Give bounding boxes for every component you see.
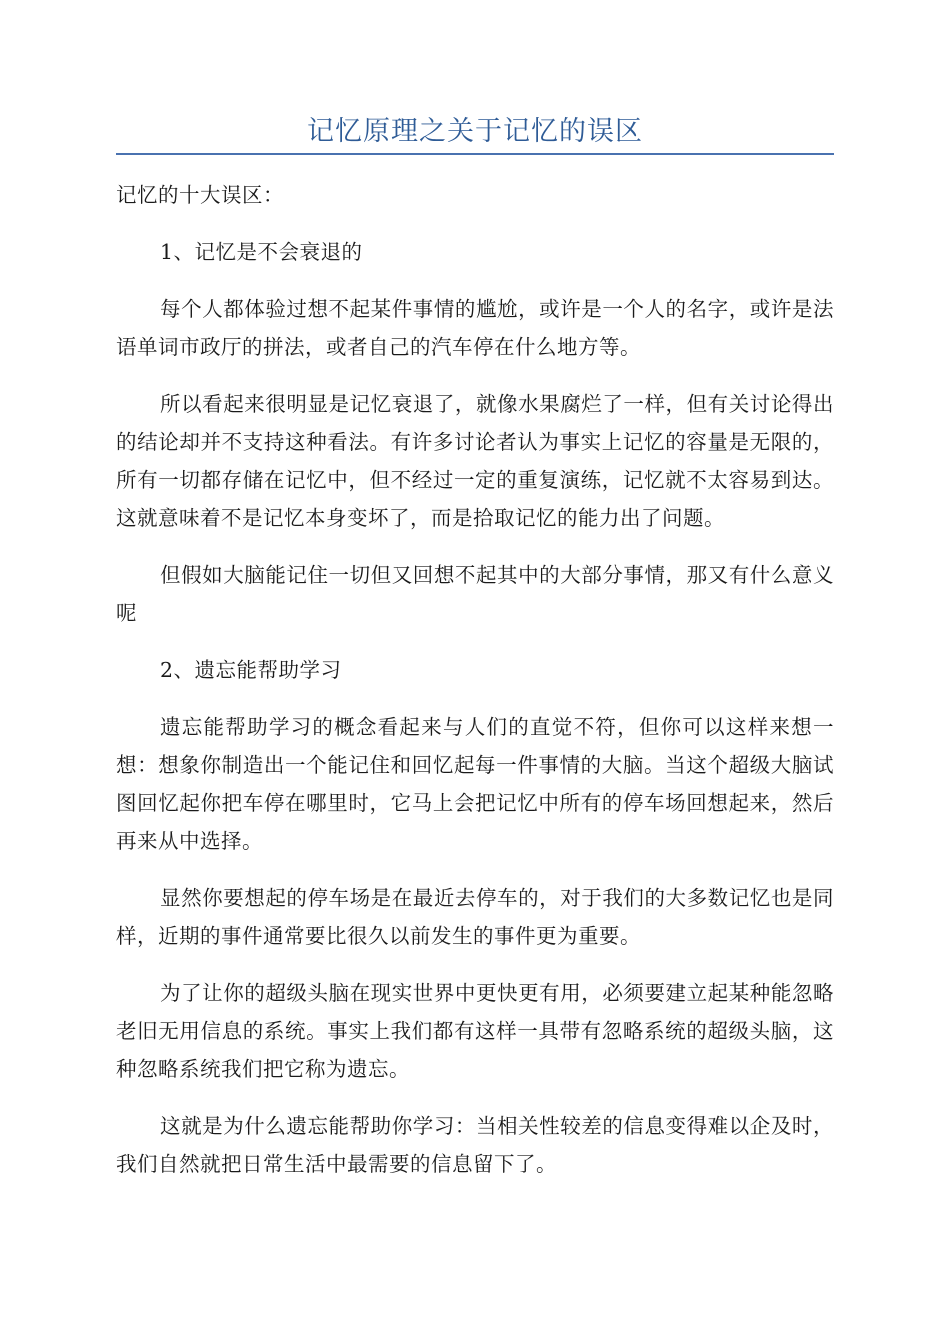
paragraph: 每个人都体验过想不起某件事情的尴尬，或许是一个人的名字，或许是法语单词市政厅的拼法，或者自己的汽车停在什么地方等。 — [116, 297, 834, 359]
document-body — [116, 176, 834, 1202]
section-heading-1: 1、记忆是不会衰退的 — [160, 240, 363, 264]
page-title: 记忆原理之关于记忆的误区 — [307, 116, 643, 147]
paragraph: 为了让你的超级头脑在现实世界中更快更有用，必须要建立起某种能忽略老旧无用信息的系统。事实上我们都有这样一具带有忽略系统的超级头脑，这种忽略系统我们把它称为遗忘。 — [116, 981, 834, 1081]
section-heading-2: 2、遗忘能帮助学习 — [160, 658, 342, 682]
paragraph: 显然你要想起的停车场是在最近去停车的，对于我们的大多数记忆也是同样，近期的事件通常要比很久以前发生的事件更为重要。 — [116, 886, 834, 948]
intro-line: 记忆的十大误区： — [116, 183, 284, 207]
paragraph: 但假如大脑能记住一切但又回想不起其中的大部分事情，那又有什么意义呢 — [116, 563, 834, 625]
paragraph: 这就是为什么遗忘能帮助你学习：当相关性较差的信息变得难以企及时，我们自然就把日常生活中最需要的信息留下了。 — [116, 1114, 834, 1176]
title-underline — [116, 153, 834, 155]
paragraph: 所以看起来很明显是记忆衰退了，就像水果腐烂了一样，但有关讨论得出的结论却并不支持这种看法。有许多讨论者认为事实上记忆的容量是无限的，所有一切都存储在记忆中，但不经过一定的重复演练，记忆就不太容易到达。这就意味着不是记忆本身变坏了，而是拾取记忆的能力出了问题。 — [116, 392, 834, 530]
paragraph: 遗忘能帮助学习的概念看起来与人们的直觉不符，但你可以这样来想一想：想象你制造出一个能记住和回忆起每一件事情的大脑。当这个超级大脑试图回忆起你把车停在哪里时，它马上会把记忆中所有的停车场回想起来，然后再来从中选择。 — [116, 715, 834, 853]
